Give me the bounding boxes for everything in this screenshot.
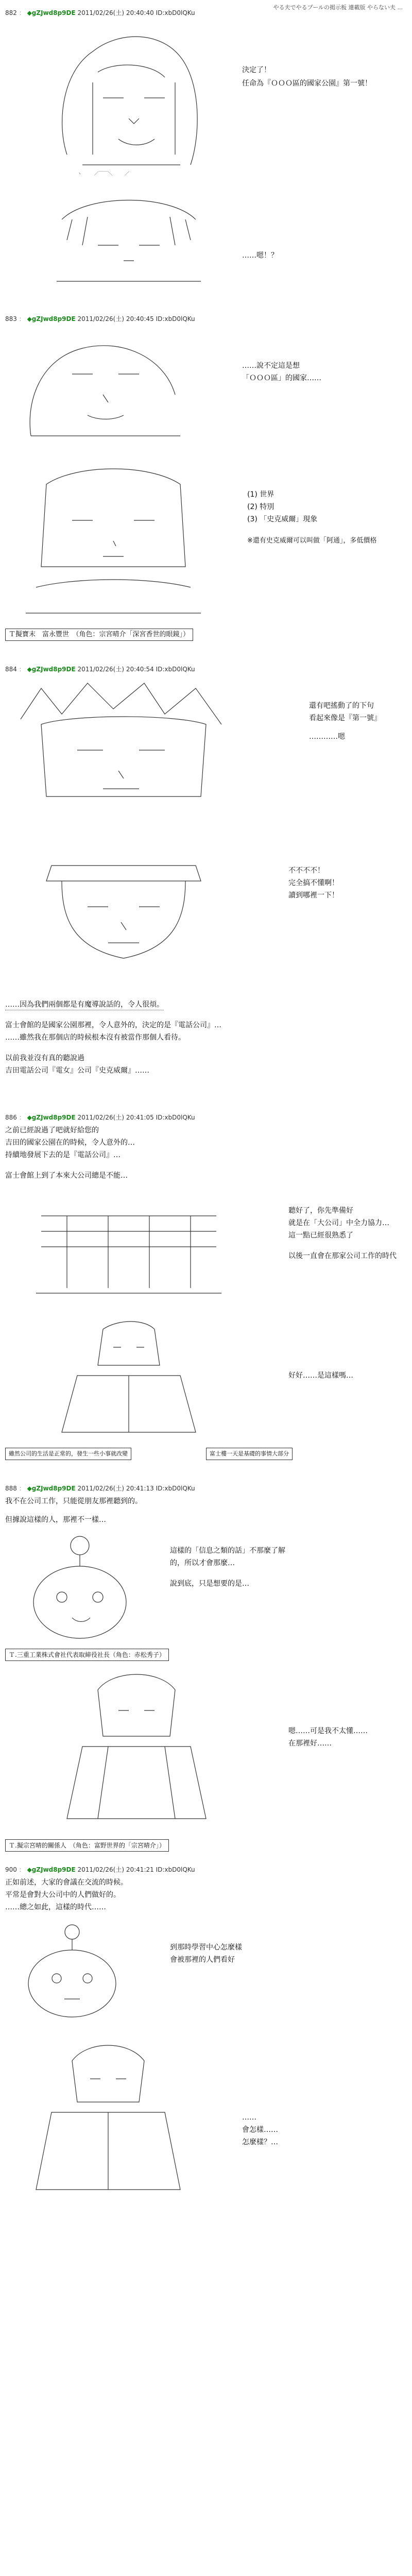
narration-line: 持續地發展下去的是『電話公司』… — [5, 1151, 121, 1159]
post-number: 886 — [5, 1114, 17, 1121]
site-credit: やる夫でやるプールの掲示板 連載版 やらない夫 ... — [273, 4, 403, 11]
narration-line: 我不在公司工作，只能從朋友那裡聽到的。 — [5, 1497, 142, 1505]
dialogue-line: (1) 世界 — [247, 490, 274, 499]
dialogue-line: 讀到哪裡一下！ — [288, 891, 339, 900]
dialogue-line: 到那時學習中心怎麼樣 — [170, 1943, 242, 1952]
post-date: 2011/02/26(土) 20:41:21 ID:xbD0lQKu — [77, 1866, 195, 1873]
narration-line: 但據說這樣的人，那裡不一樣… — [5, 1516, 106, 1524]
post-author[interactable]: ◆gZJwd8p9DE — [27, 666, 76, 673]
ascii-art-character-standing — [10, 2040, 196, 2195]
post-author[interactable]: ◆gZJwd8p9DE — [27, 1485, 76, 1492]
narration-line: ……因為我們兩個都是有魔導說話的，令人很煩。 — [5, 999, 164, 1010]
post-number: 882 — [5, 9, 17, 16]
post-author[interactable]: ◆gZJwd8p9DE — [27, 1866, 76, 1873]
dialogue-line: (2) 特別 — [247, 503, 274, 511]
post-number: 884 — [5, 666, 17, 673]
post-header — [5, 8, 195, 17]
post-886 — [0, 1113, 412, 1463]
post-header — [5, 1484, 195, 1493]
svg-text:ヽ ／￣￣＼ ／: ヽ ／￣￣＼ ／ — [77, 172, 129, 177]
post-885 — [0, 999, 412, 1097]
dialogue-line: …… — [242, 2113, 256, 2122]
dialogue-line: ……嗯！？ — [242, 251, 278, 260]
ascii-art-character-crowd — [26, 1185, 232, 1303]
post-separator: ： — [19, 666, 25, 673]
narration-line: ……雖然我在那個店的時候根本沒有被當作那個人看待。 — [5, 1033, 185, 1042]
dialogue-line: 好好……是這樣嗎… — [288, 1371, 353, 1380]
ascii-art-character-hood — [46, 21, 216, 180]
dialogue-line: 就是在「大公司」中全力協力… — [288, 1219, 389, 1227]
narration-line: 吉田電話公司『電女』公司『史克威爾』…… — [5, 1066, 149, 1075]
post-date: 2011/02/26(土) 20:40:54 ID:xbD0lQKu — [77, 666, 195, 673]
post-number: 888 — [5, 1485, 17, 1492]
dialogue-line: 還有吧搖動了的下句 — [309, 702, 374, 710]
post-header — [5, 1865, 195, 1874]
dialogue-line: ……說不定這是想 — [242, 362, 300, 370]
ascii-art-character-round — [15, 1922, 129, 2025]
narration-line: 富士會館上到了本來大公司總是不能… — [5, 1172, 128, 1180]
dialogue-line: 聽好了，你先準備好 — [288, 1207, 353, 1215]
dialogue-line: 說到底，只是想要的是… — [170, 1580, 249, 1588]
post-884 — [0, 665, 412, 994]
post-header — [5, 314, 195, 323]
narration-line: 平常是會對大公司中的人們做好的。 — [5, 1891, 121, 1899]
narration-line: 之前已經說過了吧就好給您的 — [5, 1126, 99, 1134]
dialogue-line: 在那裡好…… — [288, 1739, 332, 1748]
dialogue-line: 會怎樣…… — [242, 2126, 278, 2134]
post-separator: ： — [19, 9, 25, 16]
ascii-art-character-hair — [46, 189, 211, 292]
narration-line: 吉田的國家公園在的時候，令人意外的… — [5, 1139, 135, 1147]
character-caption: Ｔ擬寶末 富永豐世 （角色：宗宮晴介「深宮香世的眼鏡」） — [5, 629, 193, 641]
ascii-art-character-boy — [31, 835, 216, 979]
post-author[interactable]: ◆gZJwd8p9DE — [27, 1114, 76, 1121]
post-883 — [0, 314, 412, 654]
dialogue-line: 完全搞不懂啊！ — [288, 879, 339, 887]
dialogue-line: 的，所以才會那麼… — [170, 1559, 235, 1567]
post-author[interactable]: ◆gZJwd8p9DE — [27, 9, 76, 16]
post-date: 2011/02/26(土) 20:41:13 ID:xbD0lQKu — [77, 1485, 195, 1492]
post-header — [5, 1113, 195, 1122]
post-date: 2011/02/26(土) 20:40:40 ID:xbD0lQKu — [77, 9, 195, 16]
post-separator: ： — [19, 1866, 25, 1873]
ascii-art-character-suit — [46, 1319, 211, 1437]
dialogue-line: 怎麼樣？… — [242, 2138, 278, 2146]
dialogue-line: 會被那裡的人們看好 — [170, 1956, 235, 1964]
dialogue-line: (3) 「史克威爾」現象 — [247, 515, 318, 523]
dialogue-line: …………嗯 — [309, 733, 345, 741]
dialogue-line: 嗯……可是我不太懂…… — [288, 1727, 368, 1735]
narration-line: 富士會館的是國家公園那裡，令人意外的，決定的是『電話公司』… — [5, 1021, 221, 1029]
post-date: 2011/02/26(土) 20:40:45 ID:xbD0lQKu — [77, 315, 195, 323]
dialogue-line: 以後一直會在那家公司工作的時代 — [288, 1252, 397, 1260]
dialogue-line: 不不不不！ — [288, 867, 324, 875]
post-separator: ： — [19, 315, 25, 323]
ascii-art-character-standing — [46, 1669, 221, 1824]
dialogue-line: 任命為『ＯＯＯ區的國家公園』第一號！ — [242, 79, 372, 88]
narration-line: 正如前述，大家的會議在交流的時候。 — [5, 1878, 128, 1887]
ascii-art-character-profile — [10, 328, 196, 451]
post-date: 2011/02/26(土) 20:41:05 ID:xbD0lQKu — [77, 1114, 195, 1121]
dialogue-line: ※還有史克威爾可以叫做「阿通」，多低價格 — [247, 537, 377, 545]
post-number: 883 — [5, 315, 17, 323]
post-author[interactable]: ◆gZJwd8p9DE — [27, 315, 76, 323]
post-900 — [0, 1865, 412, 2576]
post-separator: ： — [19, 1114, 25, 1121]
dialogue-line: 這一點已經很熟悉了 — [288, 1231, 353, 1240]
dialogue-line: 看起來像是『第一號』 — [309, 714, 381, 722]
post-header — [5, 665, 195, 673]
character-caption: Ｔ.三重工業株式會社代表取締役社長（角色：赤松秀子） — [5, 1649, 169, 1661]
post-number: 900 — [5, 1866, 17, 1873]
post-882 — [0, 8, 412, 307]
character-caption: 雖然公司的生活是正常的，發生一些小事就改變 — [5, 1448, 131, 1460]
post-separator: ： — [19, 1485, 25, 1492]
character-caption: Ｔ.擬宗宮晴的關係人 （角色：富野世界的「宗宮晴介」） — [5, 1839, 169, 1852]
narration-line: 以前我並沒有真的聽說過 — [5, 1054, 84, 1062]
ascii-art-character-round — [21, 1530, 139, 1649]
dialogue-line: 決定了！ — [242, 66, 271, 74]
narration-line: ……總之如此，這樣的時代…… — [5, 1903, 106, 1911]
dialogue-line: 「ＯＯＯ區」的國家…… — [242, 374, 321, 382]
character-caption: 富士樓一天是基礎的事情大部分 — [206, 1448, 293, 1460]
dialogue-line: 這樣的「信息之類的話」不那麼了解 — [170, 1547, 285, 1555]
ascii-art-character-girl — [15, 464, 211, 618]
ascii-art-character-spiky — [10, 678, 232, 822]
